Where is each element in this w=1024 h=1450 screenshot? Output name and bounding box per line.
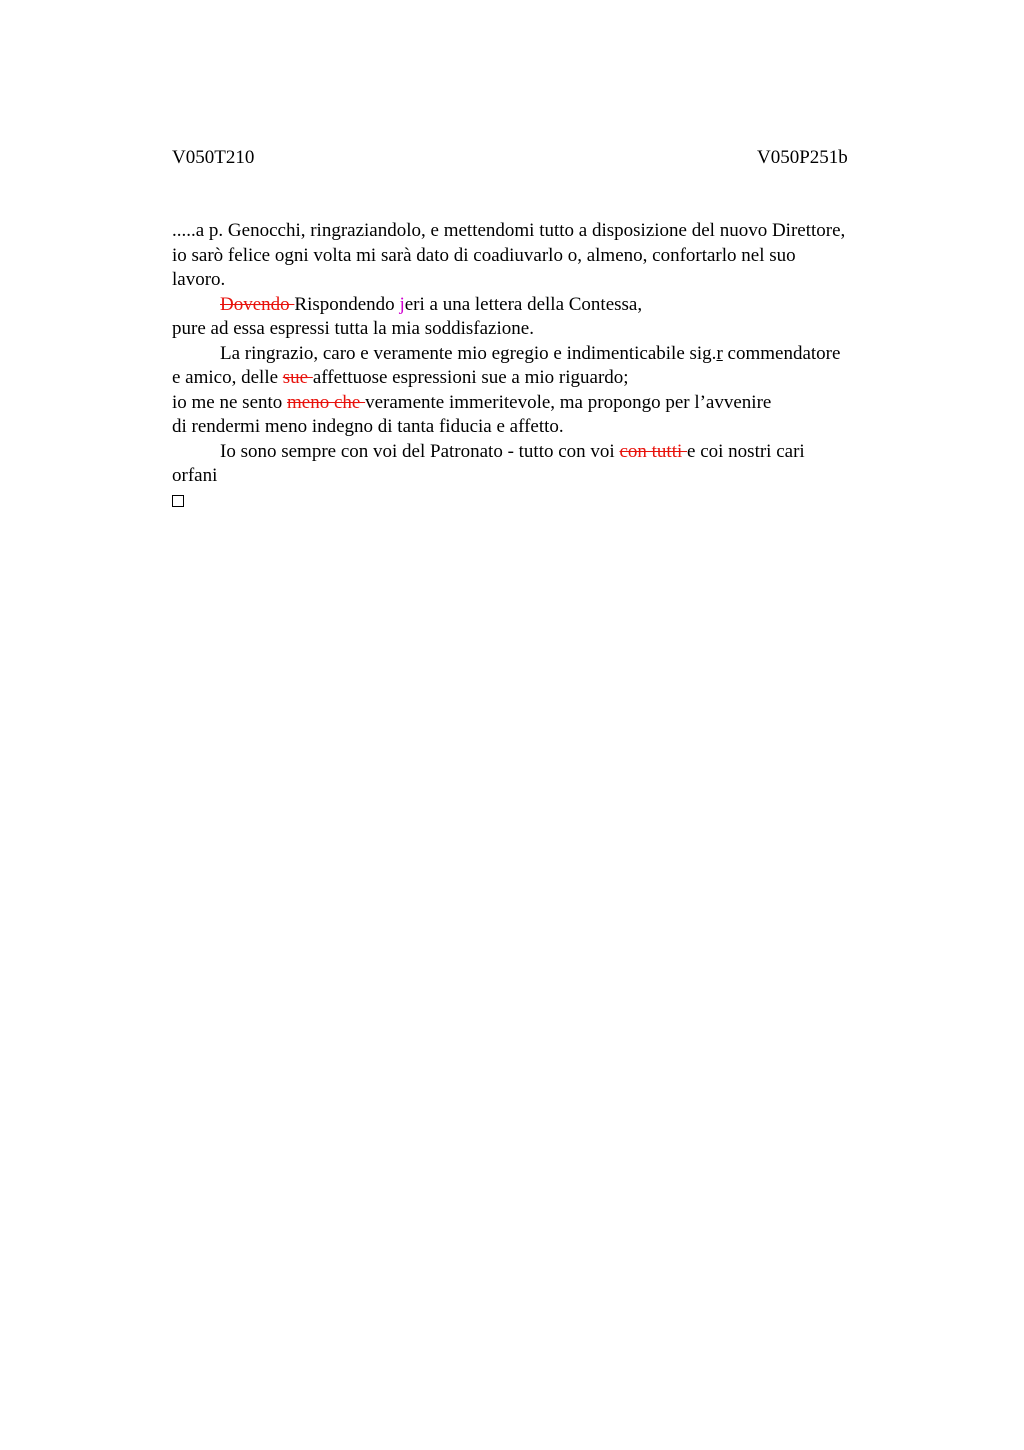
document-id-right: V050P251b <box>757 147 848 168</box>
body-line-6 <box>172 342 912 367</box>
body-line-2: io sarò felice ogni volta mi sarà dato di coadiuvarlo o, almeno, confortarlo nel suo <box>172 244 796 266</box>
body-text-span: e coi nostri cari <box>687 440 805 462</box>
document-body <box>172 219 912 514</box>
body-text-span: affettuose espressioni sue a mio riguardo; <box>312 367 629 388</box>
end-marker-line <box>172 489 912 515</box>
body-text-span: io me ne sento <box>172 391 288 413</box>
body-line-1: .....a p. Genocchi, ringraziandolo, e mettendomi tutto a disposizione del nuovo Direttore, <box>172 220 846 241</box>
deleted-text: sue <box>282 367 313 388</box>
body-text-span: commendatore <box>722 342 841 364</box>
body-line-11: orfani <box>172 465 218 486</box>
body-line-7 <box>172 366 912 391</box>
inserted-text: j <box>399 293 405 315</box>
deleted-text: meno che <box>287 391 366 413</box>
body-line-9: di rendermi meno indegno di tanta fiducia e affetto. <box>172 416 564 437</box>
body-line-5: pure ad essa espressi tutta la mia soddisfazione. <box>172 318 534 339</box>
body-line-8 <box>172 391 912 416</box>
document-id-left: V050T210 <box>172 147 255 168</box>
body-text-span: veramente immeritevole, ma propongo per l’avvenire <box>365 391 772 413</box>
deleted-text: Dovendo <box>220 293 295 315</box>
body-text-span: Io sono sempre con voi del Patronato - tutto con voi <box>220 440 620 462</box>
square-outline-icon <box>172 495 184 507</box>
body-line-3: lavoro. <box>172 269 226 290</box>
underlined-text: r <box>716 342 723 364</box>
deleted-text: con tutti <box>619 440 688 462</box>
body-line-4 <box>172 293 912 318</box>
body-text-span: La ringrazio, caro e veramente mio egregio e indimenticabile sig. <box>220 342 717 364</box>
body-line-10 <box>172 440 912 465</box>
body-text-span: eri a una lettera della Contessa, <box>404 293 643 315</box>
body-text-span: e amico, delle <box>172 367 283 388</box>
body-text-span: Rispondendo <box>294 293 400 315</box>
